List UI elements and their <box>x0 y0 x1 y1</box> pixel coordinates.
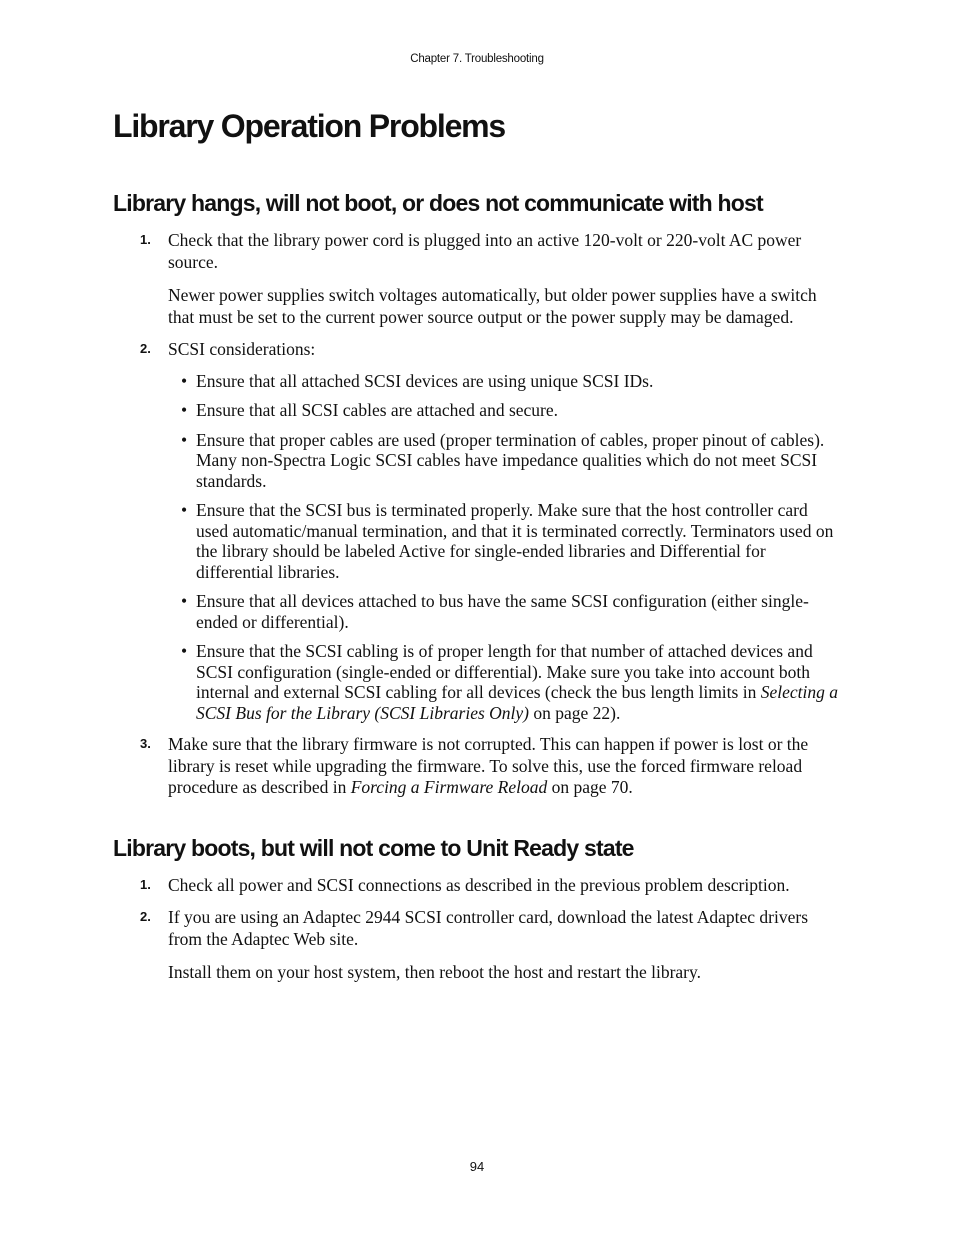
bullet-icon: • <box>181 591 188 611</box>
bullet-icon: • <box>181 429 188 450</box>
step-item <box>113 339 838 723</box>
step-text-before: Make sure that the library firmware is not corrupted. This can happen if power is lost or the library is reset while upgrading the firmware. To solve this, use the forced firmware reload procedure as described in <box>168 734 809 797</box>
step-item <box>113 734 838 799</box>
bullet-text: Ensure that the SCSI bus is terminated properly. Make sure that the host controller card used automatic/manual termination, and that it is terminated correctly. Terminators used on the library should be labeled Active for single-ended libraries and Differential for differential libraries. <box>196 500 834 582</box>
bullet-item <box>168 371 838 392</box>
bullet-text: Ensure that all SCSI cables are attached and secure. <box>196 400 559 420</box>
steps-list-2 <box>113 875 838 984</box>
bullet-list <box>168 371 838 724</box>
bullet-text: Ensure that all devices attached to bus have the same SCSI configuration (either single-ended or differential). <box>196 591 809 632</box>
bullet-icon: • <box>181 641 188 661</box>
bullet-item <box>168 591 838 632</box>
step-text <box>168 734 838 799</box>
step-text: SCSI considerations: <box>168 339 316 359</box>
bullet-icon: • <box>181 370 188 391</box>
step-item <box>113 230 838 328</box>
step-note: Newer power supplies switch voltages automatically, but older power supplies have a switch that must be set to the current power source output or the power supply may be damaged. <box>168 285 817 327</box>
bullet-item <box>168 400 838 421</box>
bullet-text-after: on page 22). <box>529 702 621 723</box>
bullet-text: Ensure that all attached SCSI devices are using unique SCSI IDs. <box>196 370 654 391</box>
step-text: Check all power and SCSI connections as described in the previous problem description. <box>168 874 790 895</box>
cross-reference-link[interactable]: Forcing a Firmware Reload <box>350 777 548 797</box>
step-text: Check that the library power cord is plugged into an active 120-volt or 220-volt AC power source. <box>168 230 802 272</box>
step-text-after: on page 70. <box>547 777 633 797</box>
steps-list-1 <box>113 230 838 799</box>
step-text: If you are using an Adaptec 2944 SCSI controller card, download the latest Adaptec drivers from the Adaptec Web site. <box>168 907 809 949</box>
page-title: Library Operation Problems <box>113 108 506 144</box>
page-content <box>113 106 838 995</box>
step-note: Install them on your host system, then reboot the host and restart the library. <box>168 962 701 982</box>
step-number: 1. <box>140 876 151 892</box>
step-item <box>113 907 838 984</box>
bullet-text: Ensure that proper cables are used (proper termination of cables, proper pinout of cables). Many non-Spectra Logic SCSI cables have impedance qualities which do not meet SCSI standards. <box>196 429 825 491</box>
bullet-text-before: Ensure that the SCSI cabling is of proper length for that number of attached devices and SCSI configuration (single-ended or differential). Make sure you take into account both internal and external SCSI cabling for all devices (check the bus length limits in <box>196 641 813 702</box>
bullet-item <box>168 641 838 723</box>
page-number: 94 <box>469 1159 485 1174</box>
section-heading-library-hangs: Library hangs, will not boot, or does not communicate with host <box>113 190 763 216</box>
bullet-icon: • <box>181 500 188 520</box>
bullet-icon: • <box>181 400 188 420</box>
step-number: 1. <box>140 232 151 247</box>
step-number: 3. <box>140 736 151 751</box>
section-heading-library-boots: Library boots, but will not come to Unit Ready state <box>113 834 634 861</box>
running-header: Chapter 7. Troubleshooting <box>410 53 544 65</box>
step-number: 2. <box>140 909 151 924</box>
bullet-item <box>168 430 838 492</box>
step-number: 2. <box>140 341 151 356</box>
cross-reference-link[interactable]: Selecting a SCSI Bus for the Library (SCSI Libraries Only) <box>196 682 838 723</box>
step-item <box>113 875 838 897</box>
bullet-item <box>168 500 838 582</box>
